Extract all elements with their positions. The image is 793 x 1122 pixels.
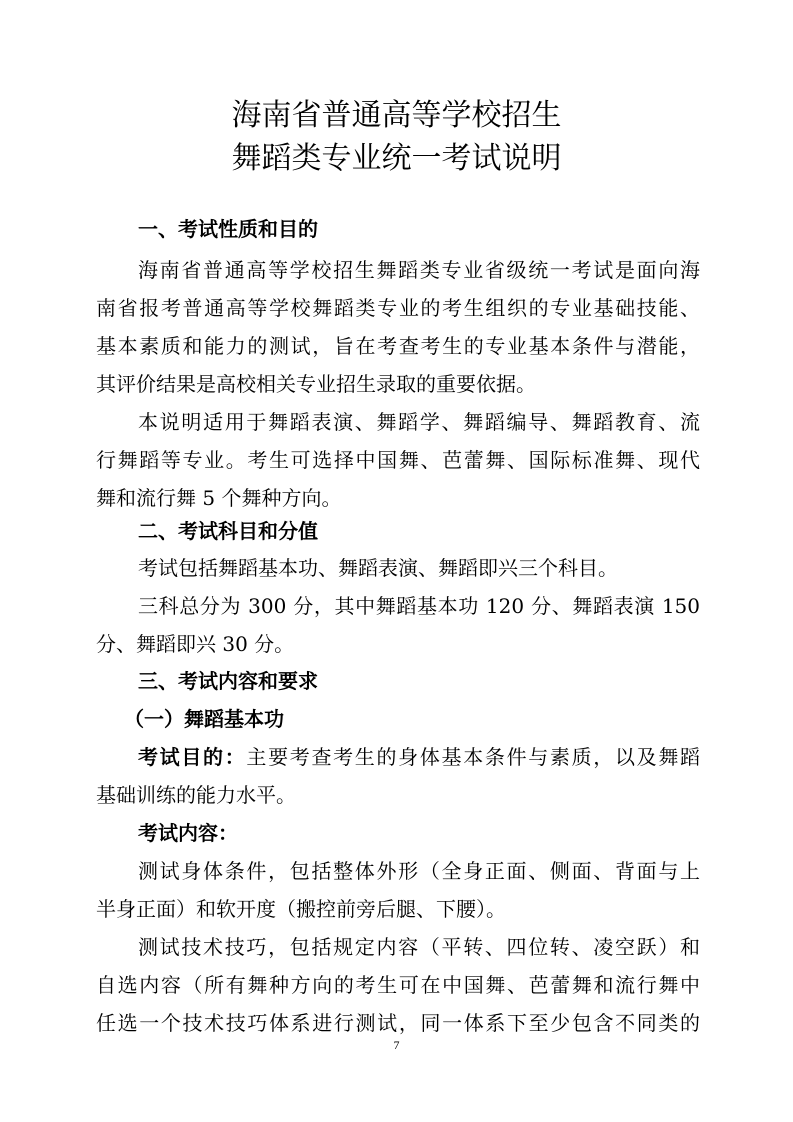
paragraph-line: 考试包括舞蹈基本功、舞蹈表演、舞蹈即兴三个科目。: [138, 556, 618, 580]
paragraph-line: 自选内容（所有舞种方向的考生可在中国舞、芭蕾舞和流行舞中: [96, 973, 700, 997]
paragraph-line: 分、舞蹈即兴 30 分。: [96, 632, 295, 656]
content-label: 考试内容：: [138, 821, 238, 845]
document-title-line-2: 舞蹈类专业统一考试说明: [231, 141, 562, 176]
paragraph-line: 基本素质和能力的测试，旨在考查考生的专业基本条件与潜能，: [96, 334, 700, 358]
section-heading-1: 一、考试性质和目的: [138, 217, 318, 241]
paragraph-line: 行舞蹈等专业。考生可选择中国舞、芭蕾舞、国际标准舞、现代: [96, 448, 700, 472]
paragraph-line: 基础训练的能力水平。: [96, 783, 296, 807]
paragraph-line: 半身正面）和软开度（搬控前旁后腿、下腰）。: [96, 897, 506, 921]
paragraph-line: 三科总分为 300 分，其中舞蹈基本功 120 分、舞蹈表演 150: [138, 594, 700, 618]
page-number: 7: [393, 1038, 400, 1052]
paragraph-line: 测试技术技巧，包括规定内容（平转、四位转、凌空跃）和: [138, 935, 700, 959]
purpose-label: 考试目的：: [138, 745, 247, 769]
subsection-heading: （一）舞蹈基本功: [124, 707, 284, 731]
paragraph-line: 测试身体条件，包括整体外形（全身正面、侧面、背面与上: [138, 859, 700, 883]
paragraph-line: 舞和流行舞 5 个舞种方向。: [96, 486, 342, 510]
document-title-line-1: 海南省普通高等学校招生: [231, 98, 562, 133]
paragraph-line: 其评价结果是高校相关专业招生录取的重要依据。: [96, 372, 536, 396]
paragraph-line: 南省报考普通高等学校舞蹈类专业的考生组织的专业基础技能、: [96, 296, 700, 320]
paragraph-line: 任选一个技术技巧体系进行测试，同一体系下至少包含不同类的: [96, 1011, 700, 1035]
paragraph-line: 海南省普通高等学校招生舞蹈类专业省级统一考试是面向海: [138, 258, 700, 282]
purpose-text: 主要考查考生的身体基本条件与素质，以及舞蹈: [246, 745, 700, 769]
purpose-line: [138, 743, 700, 771]
section-heading-3: 三、考试内容和要求: [138, 669, 318, 693]
paragraph-line: 本说明适用于舞蹈表演、舞蹈学、舞蹈编导、舞蹈教育、流: [138, 410, 700, 434]
section-heading-2: 二、考试科目和分值: [138, 519, 318, 543]
